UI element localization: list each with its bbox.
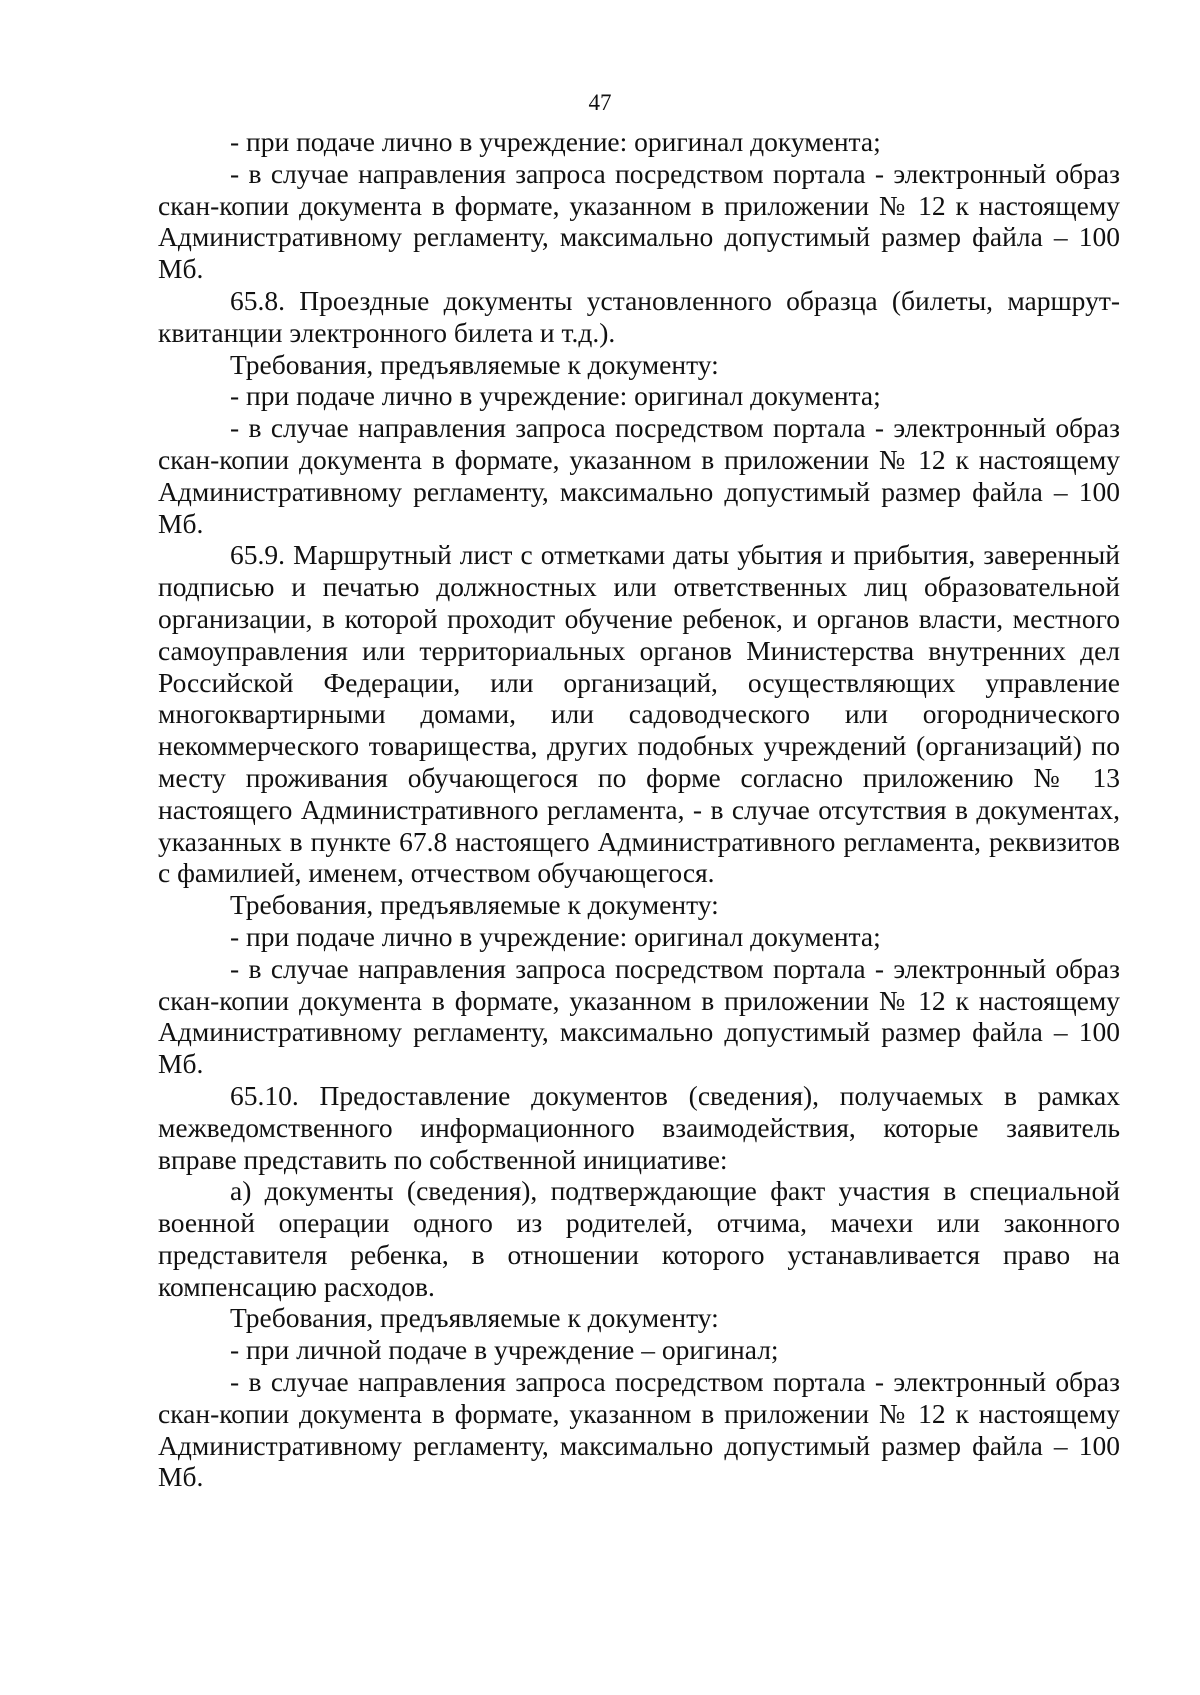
paragraph: Требования, предъявляемые к документу: [230,348,719,380]
paragraph: 65.9. Маршрутный лист с отметками даты убытия и прибытия, заверенный подписью и печатью должностных или ответственных лиц образовательной организации, в которой проходит обучение ребенок, и органов власти, местного самоуправления или территориальных органов Министерства внутренних дел Российской Федерации, или организаций, осуществляющих управление многоквартирными домами, или садоводческого или огороднического некоммерческого товарищества, других подобных учреждений (организаций) по месту проживания обучающегося по форме согласно приложению № 13 настоящего Административного регламента, - в случае отсутствия в документах, указанных в пункте 67.8 настоящего Административного регламента, реквизитов с фамилией, именем, отчеством обучающегося. [158,539,1120,889]
paragraph: - при подаче лично в учреждение: оригинал документа; [230,920,881,952]
paragraph: - в случае направления запроса посредством портала - электронный образ скан-копии документа в формате, указанном в приложении № 12 к настоящему Административному регламенту, максимально допустимый размер файла – 100 Мб. [158,157,1120,285]
page-number: 47 [588,90,612,115]
paragraph: 65.10. Предоставление документов (сведения), получаемых в рамках межведомственного информационного взаимодействия, которые заявитель вправе представить по собственной инициативе: [158,1079,1120,1175]
paragraph: Требования, предъявляемые к документу: [230,1302,719,1334]
document-body [158,126,1120,1493]
paragraph: - при личной подаче в учреждение – оригинал; [230,1334,779,1366]
paragraph: - в случае направления запроса посредством портала - электронный образ скан-копии документа в формате, указанном в приложении № 12 к настоящему Административному регламенту, максимально допустимый размер файла – 100 Мб. [158,412,1120,539]
paragraph: - при подаче лично в учреждение: оригинал документа; [230,126,881,157]
paragraph: - в случае направления запроса посредством портала - электронный образ скан-копии документа в формате, указанном в приложении № 12 к настоящему Административному регламенту, максимально допустимый размер файла – 100 Мб. [158,1366,1120,1493]
paragraph: 65.8. Проездные документы установленного образца (билеты, маршрут-квитанции электронного билета и т.д.). [158,284,1120,348]
paragraph: - при подаче лично в учреждение: оригинал документа; [230,380,881,412]
paragraph: а) документы (сведения), подтверждающие факт участия в специальной военной операции одного из родителей, отчима, мачехи или законного представителя ребенка, в отношении которого устанавливается право на компенсацию расходов. [158,1175,1120,1302]
paragraph: Требования, предъявляемые к документу: [230,889,719,921]
paragraph: - в случае направления запроса посредством портала - электронный образ скан-копии документа в формате, указанном в приложении № 12 к настоящему Административному регламенту, максимально допустимый размер файла – 100 Мб. [158,952,1120,1080]
